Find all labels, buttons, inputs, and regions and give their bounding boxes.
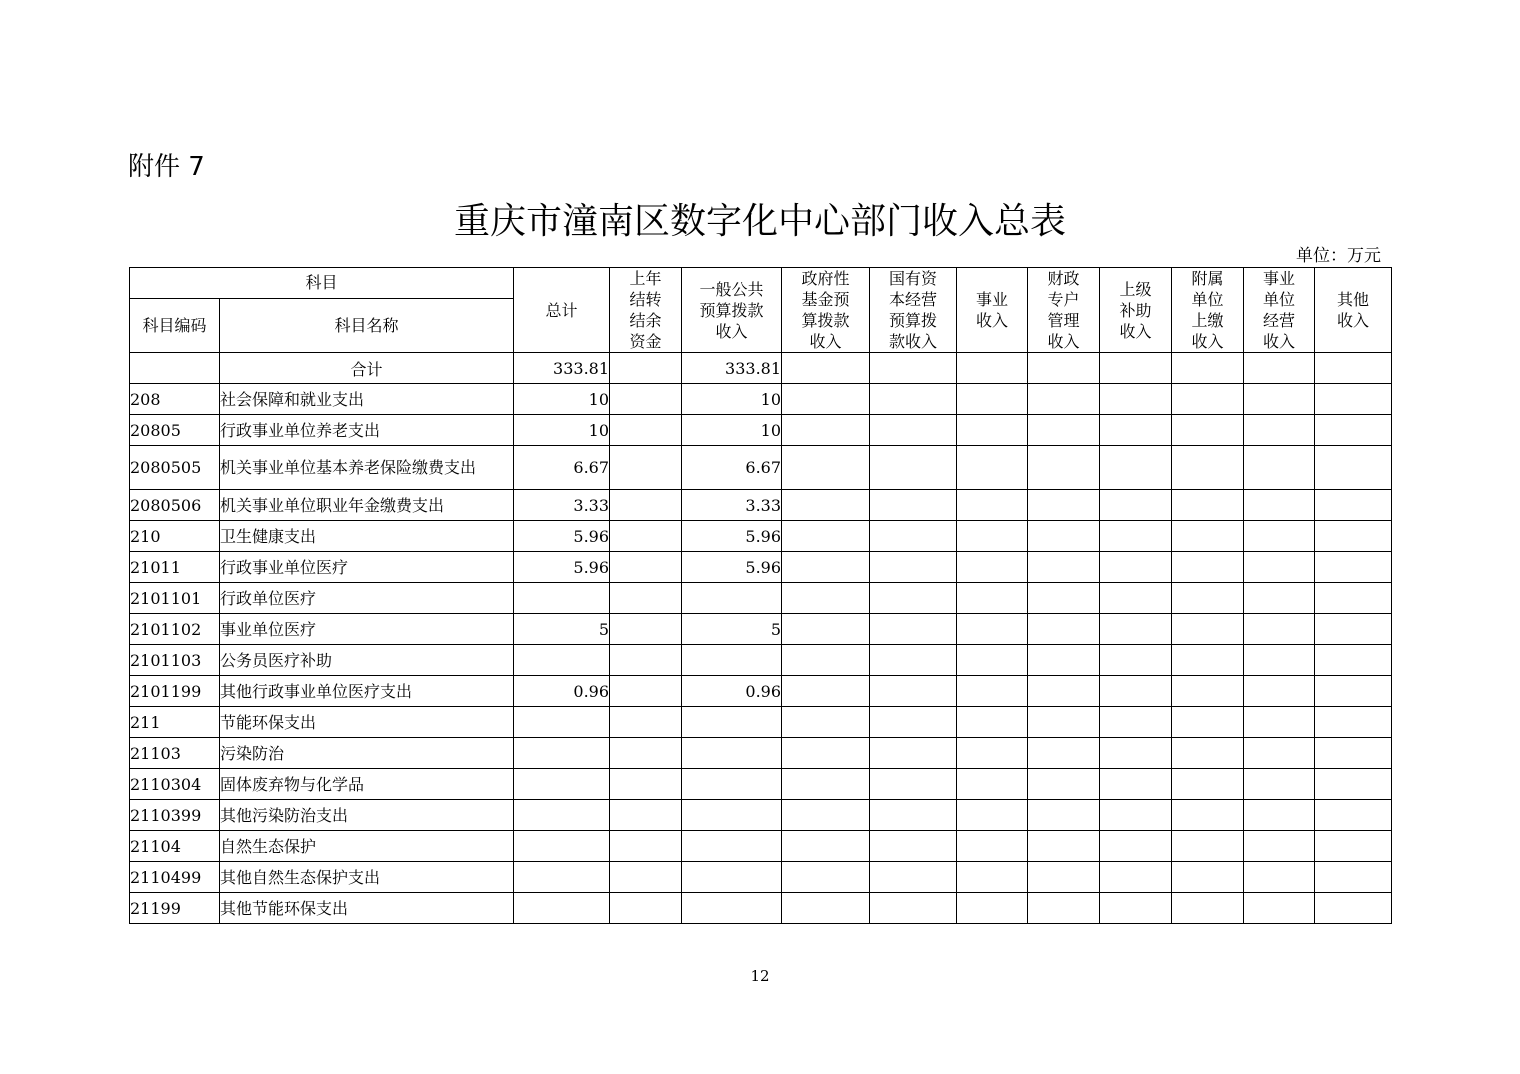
table-row: [130, 769, 1392, 800]
cell-fiscal-account: [1028, 769, 1100, 800]
page-number: 12: [750, 967, 770, 985]
cell-fiscal-account: [1028, 893, 1100, 924]
header-general-budget: 一般公共 预算拨款 收入: [682, 268, 782, 353]
cell-total: [514, 800, 610, 831]
cell-state-capital: [870, 521, 957, 552]
cell-state-capital: [870, 831, 957, 862]
cell-fiscal-account: [1028, 384, 1100, 415]
cell-fiscal-account: [1028, 521, 1100, 552]
cell-other-income: [1315, 384, 1392, 415]
cell-subject-code: 2080506: [130, 490, 220, 521]
cell-superior-subsidy: [1100, 583, 1172, 614]
cell-business-income: [957, 415, 1028, 446]
cell-fiscal-account: [1028, 415, 1100, 446]
cell-total: [514, 862, 610, 893]
cell-carryover: [610, 521, 682, 552]
cell-fiscal-account: [1028, 446, 1100, 490]
cell-business-operation: [1244, 769, 1315, 800]
cell-gov-fund: [782, 583, 870, 614]
cell-total: 0.96: [514, 676, 610, 707]
cell-subject-name: 其他行政事业单位医疗支出: [220, 676, 514, 707]
cell-total: 5.96: [514, 521, 610, 552]
cell-other-income: [1315, 769, 1392, 800]
cell-superior-subsidy: [1100, 893, 1172, 924]
cell-gov-fund: [782, 415, 870, 446]
cell-subject-name: 合计: [220, 353, 514, 384]
cell-gov-fund: [782, 800, 870, 831]
page-title: 重庆市潼南区数字化中心部门收入总表: [453, 201, 1066, 242]
cell-superior-subsidy: [1100, 862, 1172, 893]
cell-superior-subsidy: [1100, 384, 1172, 415]
cell-other-income: [1315, 707, 1392, 738]
cell-state-capital: [870, 738, 957, 769]
cell-subject-name: 固体废弃物与化学品: [220, 769, 514, 800]
cell-general-budget: 5.96: [682, 521, 782, 552]
cell-subject-name: 污染防治: [220, 738, 514, 769]
cell-business-operation: [1244, 552, 1315, 583]
header-subject: 科目: [130, 268, 514, 299]
cell-subject-code: 21199: [130, 893, 220, 924]
cell-subject-name: 其他污染防治支出: [220, 800, 514, 831]
cell-state-capital: [870, 800, 957, 831]
cell-subject-code: 2101199: [130, 676, 220, 707]
cell-fiscal-account: [1028, 676, 1100, 707]
cell-affiliated-payment: [1172, 384, 1244, 415]
cell-subject-name: 其他自然生态保护支出: [220, 862, 514, 893]
cell-affiliated-payment: [1172, 353, 1244, 384]
cell-affiliated-payment: [1172, 676, 1244, 707]
cell-superior-subsidy: [1100, 831, 1172, 862]
table-row: [130, 353, 1392, 384]
cell-carryover: [610, 353, 682, 384]
cell-fiscal-account: [1028, 552, 1100, 583]
cell-subject-code: 2080505: [130, 446, 220, 490]
cell-superior-subsidy: [1100, 614, 1172, 645]
header-business-income: 事业 收入: [957, 268, 1028, 353]
attachment-label: 附件 7: [128, 152, 205, 182]
cell-business-income: [957, 862, 1028, 893]
cell-gov-fund: [782, 353, 870, 384]
cell-superior-subsidy: [1100, 415, 1172, 446]
cell-gov-fund: [782, 738, 870, 769]
cell-business-income: [957, 645, 1028, 676]
cell-affiliated-payment: [1172, 446, 1244, 490]
cell-other-income: [1315, 353, 1392, 384]
cell-gov-fund: [782, 384, 870, 415]
header-subject-name: 科目名称: [220, 298, 514, 352]
cell-business-operation: [1244, 831, 1315, 862]
cell-carryover: [610, 384, 682, 415]
table-row: [130, 415, 1392, 446]
cell-carryover: [610, 415, 682, 446]
cell-total: [514, 893, 610, 924]
cell-carryover: [610, 893, 682, 924]
cell-gov-fund: [782, 521, 870, 552]
income-summary-table: [129, 267, 1392, 924]
header-gov-fund: 政府性 基金预 算拨款 收入: [782, 268, 870, 353]
cell-affiliated-payment: [1172, 614, 1244, 645]
cell-total: [514, 583, 610, 614]
unit-label: 单位：万元: [1296, 246, 1381, 266]
cell-fiscal-account: [1028, 353, 1100, 384]
cell-gov-fund: [782, 707, 870, 738]
cell-other-income: [1315, 645, 1392, 676]
cell-superior-subsidy: [1100, 490, 1172, 521]
cell-affiliated-payment: [1172, 831, 1244, 862]
cell-affiliated-payment: [1172, 862, 1244, 893]
cell-state-capital: [870, 769, 957, 800]
cell-superior-subsidy: [1100, 521, 1172, 552]
cell-subject-name: 公务员医疗补助: [220, 645, 514, 676]
cell-business-operation: [1244, 862, 1315, 893]
cell-other-income: [1315, 893, 1392, 924]
cell-business-income: [957, 614, 1028, 645]
cell-business-income: [957, 353, 1028, 384]
cell-gov-fund: [782, 769, 870, 800]
cell-business-operation: [1244, 583, 1315, 614]
cell-general-budget: 10: [682, 384, 782, 415]
cell-affiliated-payment: [1172, 521, 1244, 552]
cell-state-capital: [870, 490, 957, 521]
cell-fiscal-account: [1028, 614, 1100, 645]
cell-other-income: [1315, 521, 1392, 552]
cell-subject-name: 卫生健康支出: [220, 521, 514, 552]
cell-gov-fund: [782, 446, 870, 490]
table-row: [130, 893, 1392, 924]
cell-business-income: [957, 893, 1028, 924]
cell-subject-name: 行政单位医疗: [220, 583, 514, 614]
cell-total: 5: [514, 614, 610, 645]
table-row: [130, 614, 1392, 645]
cell-business-operation: [1244, 353, 1315, 384]
table-row: [130, 862, 1392, 893]
cell-total: 333.81: [514, 353, 610, 384]
cell-subject-name: 社会保障和就业支出: [220, 384, 514, 415]
cell-superior-subsidy: [1100, 738, 1172, 769]
header-other-income: 其他 收入: [1315, 268, 1392, 353]
cell-subject-code: 211: [130, 707, 220, 738]
cell-subject-code: 2110499: [130, 862, 220, 893]
cell-carryover: [610, 676, 682, 707]
cell-subject-name: 机关事业单位职业年金缴费支出: [220, 490, 514, 521]
table-row: [130, 676, 1392, 707]
cell-general-budget: [682, 769, 782, 800]
cell-business-income: [957, 769, 1028, 800]
cell-gov-fund: [782, 862, 870, 893]
cell-gov-fund: [782, 893, 870, 924]
cell-general-budget: 0.96: [682, 676, 782, 707]
cell-other-income: [1315, 862, 1392, 893]
cell-fiscal-account: [1028, 862, 1100, 893]
table-row: [130, 645, 1392, 676]
cell-business-income: [957, 676, 1028, 707]
cell-business-operation: [1244, 645, 1315, 676]
cell-carryover: [610, 446, 682, 490]
cell-fiscal-account: [1028, 583, 1100, 614]
header-fiscal-account: 财政 专户 管理 收入: [1028, 268, 1100, 353]
cell-subject-code: 21104: [130, 831, 220, 862]
cell-state-capital: [870, 446, 957, 490]
cell-state-capital: [870, 862, 957, 893]
cell-general-budget: 5: [682, 614, 782, 645]
cell-subject-code: 2101102: [130, 614, 220, 645]
cell-general-budget: [682, 800, 782, 831]
cell-affiliated-payment: [1172, 893, 1244, 924]
cell-carryover: [610, 583, 682, 614]
cell-other-income: [1315, 583, 1392, 614]
cell-general-budget: 3.33: [682, 490, 782, 521]
cell-general-budget: [682, 583, 782, 614]
header-superior-subsidy: 上级 补助 收入: [1100, 268, 1172, 353]
cell-general-budget: [682, 893, 782, 924]
cell-business-operation: [1244, 738, 1315, 769]
cell-other-income: [1315, 415, 1392, 446]
header-subject-code: 科目编码: [130, 298, 220, 352]
cell-carryover: [610, 800, 682, 831]
cell-business-operation: [1244, 415, 1315, 446]
cell-business-operation: [1244, 800, 1315, 831]
cell-business-income: [957, 521, 1028, 552]
cell-state-capital: [870, 676, 957, 707]
cell-carryover: [610, 738, 682, 769]
cell-gov-fund: [782, 490, 870, 521]
cell-gov-fund: [782, 645, 870, 676]
cell-state-capital: [870, 707, 957, 738]
header-total: 总计: [514, 268, 610, 353]
cell-subject-name: 事业单位医疗: [220, 614, 514, 645]
cell-general-budget: [682, 831, 782, 862]
cell-total: [514, 831, 610, 862]
cell-superior-subsidy: [1100, 645, 1172, 676]
cell-general-budget: [682, 707, 782, 738]
cell-business-income: [957, 800, 1028, 831]
cell-business-income: [957, 490, 1028, 521]
cell-state-capital: [870, 415, 957, 446]
cell-gov-fund: [782, 831, 870, 862]
cell-business-operation: [1244, 676, 1315, 707]
header-carryover: 上年 结转 结余 资金: [610, 268, 682, 353]
cell-subject-code: 2110399: [130, 800, 220, 831]
cell-total: 10: [514, 415, 610, 446]
table-row: [130, 384, 1392, 415]
table-row: [130, 552, 1392, 583]
cell-total: [514, 645, 610, 676]
cell-subject-name: 行政事业单位医疗: [220, 552, 514, 583]
cell-fiscal-account: [1028, 800, 1100, 831]
cell-other-income: [1315, 831, 1392, 862]
cell-other-income: [1315, 676, 1392, 707]
table-row: [130, 831, 1392, 862]
cell-business-operation: [1244, 446, 1315, 490]
cell-carryover: [610, 490, 682, 521]
cell-other-income: [1315, 738, 1392, 769]
cell-carryover: [610, 831, 682, 862]
cell-carryover: [610, 645, 682, 676]
cell-affiliated-payment: [1172, 800, 1244, 831]
cell-business-operation: [1244, 521, 1315, 552]
cell-business-income: [957, 583, 1028, 614]
cell-superior-subsidy: [1100, 769, 1172, 800]
cell-business-income: [957, 707, 1028, 738]
cell-business-operation: [1244, 707, 1315, 738]
cell-fiscal-account: [1028, 831, 1100, 862]
cell-carryover: [610, 707, 682, 738]
cell-business-income: [957, 384, 1028, 415]
cell-subject-name: 其他节能环保支出: [220, 893, 514, 924]
table-row: [130, 800, 1392, 831]
cell-total: 3.33: [514, 490, 610, 521]
table-row: [130, 521, 1392, 552]
cell-state-capital: [870, 353, 957, 384]
cell-general-budget: [682, 738, 782, 769]
table-row: [130, 707, 1392, 738]
cell-state-capital: [870, 893, 957, 924]
cell-fiscal-account: [1028, 490, 1100, 521]
cell-superior-subsidy: [1100, 446, 1172, 490]
cell-business-income: [957, 446, 1028, 490]
cell-general-budget: 333.81: [682, 353, 782, 384]
cell-total: [514, 769, 610, 800]
cell-carryover: [610, 862, 682, 893]
cell-state-capital: [870, 614, 957, 645]
cell-subject-code: 210: [130, 521, 220, 552]
cell-subject-code: 20805: [130, 415, 220, 446]
cell-affiliated-payment: [1172, 769, 1244, 800]
cell-affiliated-payment: [1172, 552, 1244, 583]
cell-business-operation: [1244, 893, 1315, 924]
cell-carryover: [610, 552, 682, 583]
cell-total: [514, 707, 610, 738]
cell-superior-subsidy: [1100, 676, 1172, 707]
cell-affiliated-payment: [1172, 490, 1244, 521]
cell-general-budget: 6.67: [682, 446, 782, 490]
cell-total: 10: [514, 384, 610, 415]
cell-subject-code: 208: [130, 384, 220, 415]
cell-total: 5.96: [514, 552, 610, 583]
cell-business-operation: [1244, 614, 1315, 645]
table-row: [130, 583, 1392, 614]
cell-affiliated-payment: [1172, 645, 1244, 676]
table-row: [130, 446, 1392, 490]
table-row: [130, 490, 1392, 521]
cell-state-capital: [870, 384, 957, 415]
cell-general-budget: 10: [682, 415, 782, 446]
header-state-capital: 国有资 本经营 预算拨 款收入: [870, 268, 957, 353]
cell-business-operation: [1244, 490, 1315, 521]
cell-subject-code: 21011: [130, 552, 220, 583]
cell-subject-code: 2101101: [130, 583, 220, 614]
cell-subject-code: [130, 353, 220, 384]
cell-total: 6.67: [514, 446, 610, 490]
cell-gov-fund: [782, 676, 870, 707]
cell-gov-fund: [782, 614, 870, 645]
cell-subject-code: 2110304: [130, 769, 220, 800]
cell-subject-name: 节能环保支出: [220, 707, 514, 738]
cell-state-capital: [870, 645, 957, 676]
cell-fiscal-account: [1028, 707, 1100, 738]
cell-affiliated-payment: [1172, 583, 1244, 614]
cell-other-income: [1315, 552, 1392, 583]
header-affiliated-payment: 附属 单位 上缴 收入: [1172, 268, 1244, 353]
cell-business-income: [957, 552, 1028, 583]
cell-other-income: [1315, 490, 1392, 521]
cell-state-capital: [870, 552, 957, 583]
cell-carryover: [610, 769, 682, 800]
cell-subject-name: 行政事业单位养老支出: [220, 415, 514, 446]
cell-superior-subsidy: [1100, 800, 1172, 831]
cell-subject-code: 2101103: [130, 645, 220, 676]
cell-fiscal-account: [1028, 738, 1100, 769]
cell-affiliated-payment: [1172, 707, 1244, 738]
cell-general-budget: [682, 645, 782, 676]
cell-affiliated-payment: [1172, 738, 1244, 769]
cell-business-operation: [1244, 384, 1315, 415]
cell-subject-name: 自然生态保护: [220, 831, 514, 862]
cell-state-capital: [870, 583, 957, 614]
cell-fiscal-account: [1028, 645, 1100, 676]
cell-other-income: [1315, 446, 1392, 490]
cell-total: [514, 738, 610, 769]
cell-affiliated-payment: [1172, 415, 1244, 446]
header-business-operation: 事业 单位 经营 收入: [1244, 268, 1315, 353]
cell-subject-code: 21103: [130, 738, 220, 769]
cell-subject-name: 机关事业单位基本养老保险缴费支出: [220, 446, 514, 490]
cell-superior-subsidy: [1100, 552, 1172, 583]
cell-superior-subsidy: [1100, 353, 1172, 384]
cell-carryover: [610, 614, 682, 645]
cell-business-income: [957, 738, 1028, 769]
table-row: [130, 738, 1392, 769]
cell-gov-fund: [782, 552, 870, 583]
cell-superior-subsidy: [1100, 707, 1172, 738]
cell-business-income: [957, 831, 1028, 862]
cell-general-budget: 5.96: [682, 552, 782, 583]
cell-other-income: [1315, 800, 1392, 831]
cell-general-budget: [682, 862, 782, 893]
cell-other-income: [1315, 614, 1392, 645]
